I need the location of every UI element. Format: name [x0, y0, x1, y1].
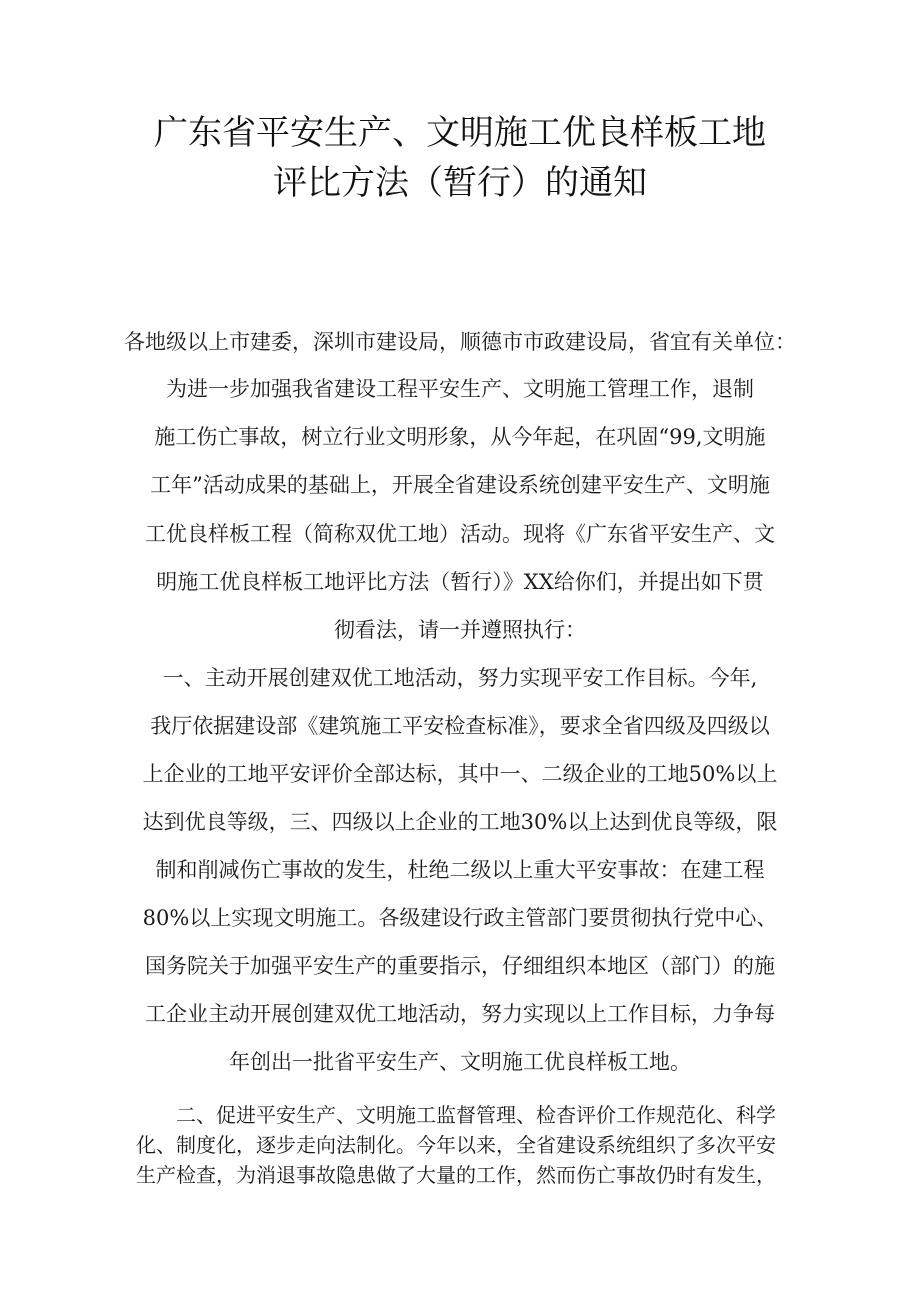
intro-line-2: 施工伤亡事故，树立行业文明形象，从今年起，在巩固“99,文明施 [154, 425, 766, 449]
intro-line-3: 工年”活动成果的基础上，开展全省建设系统创建平安生产、文明施 [150, 473, 770, 497]
section1-line-1: 一、主动开展创建双优工地活动，努力实现平安工作目标。今年, [162, 666, 758, 690]
section2-line-3: 生产检查，为消退事故隐患做了大量的工作，然而伤亡事故仍时有发生， [136, 1163, 776, 1187]
intro-line-4: 工优良样板工程（简称双优工地）活动。现将《广东省平安生产、文 [145, 522, 775, 546]
section1-line-5: 制和削减伤亡事故的发生，杜绝二级以上重大平安事故：在建工程 [155, 858, 765, 882]
document-title-line-1: 广东省平安生产、文明施工优良样板工地 [154, 113, 766, 153]
section2-line-2: 化、制度化，逐步走向法制化。今年以来，全省建设系统组织了多次平安 [136, 1133, 776, 1157]
section1-line-4: 达到优良等级，三、四级以上企业的工地30%以上达到优良等级，限 [142, 810, 778, 834]
section2-line-1: 二、促进平安生产、文明施工监督管理、检杳评价工作规范化、科学 [136, 1103, 776, 1127]
intro-line-5: 明施工优良样板工地评比方法（暂行）》XX给你们，并提出如下贯 [156, 570, 764, 594]
section1-line-7: 国务院关于加强平安生产的重要指示，仔细组织本地区（部门）的施 [145, 954, 775, 978]
section1-line-2: 我厅依据建设部《建筑施工平安检查标准》，要求全省四级及四级以 [150, 714, 770, 738]
intro-line-6: 彻看法，请一并遵照执行： [334, 618, 586, 642]
salutation: 各地级以上市建委，深圳市建设局，顺德市市政建设局，省宜有关单位： [124, 330, 796, 354]
intro-line-1: 为进一步加强我省建设工程平安生产、文明施工管理工作，退制 [166, 377, 754, 401]
section1-line-9: 年创出一批省平安生产、文明施工优良样板工地。 [229, 1050, 691, 1074]
section1-line-3: 上企业的工地平安评价全部达标，其中一、二级企业的工地50%以上 [142, 762, 778, 786]
section1-line-6: 80%以上实现文明施工。各级建设行政主管部门要贯彻执行党中心、 [142, 906, 778, 930]
section1-line-8: 工企业主动开展创建双优工地活动，努力实现以上工作目标，力争每 [145, 1002, 775, 1026]
document-title-line-2: 评比方法（暂行）的通知 [273, 163, 647, 203]
